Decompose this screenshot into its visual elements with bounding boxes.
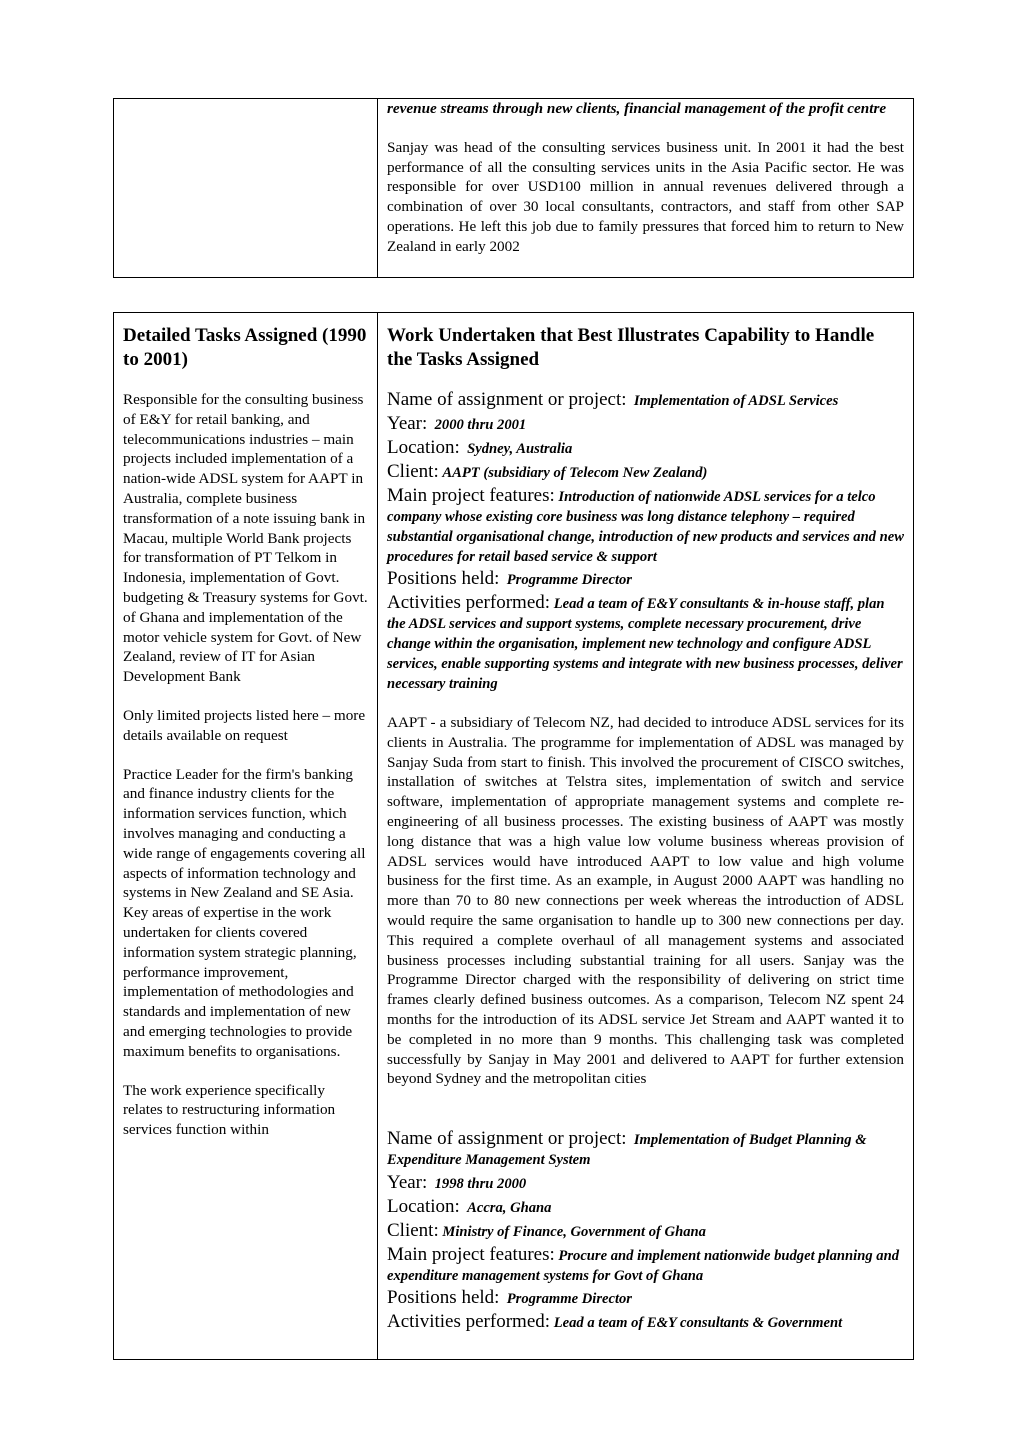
project-1-description: AAPT - a subsidiary of Telecom NZ, had decided to introduce ADSL services for its clients in Australia. The programme for implementation of ADSL was managed by Sanjay Suda from start to finish. This involved the procurement of CISCO switches, installation of switches at Telstra sites, implementation of switch and service software, implementation of appropriate management systems and complete re-engineering of all business processes. The existing business of AAPT was mostly long distance that was a high value low volume business whereas provision of ADSL services would have introduced AAPT to low value and high volume business for the first time. As an example, in August 2000 AAPT was handling no more than 70 to 80 new connections per week whereas the introduction of ADSL would require the same organisation to handle up to 300 new connections per day. This required a complete overhaul of all management systems and associated business processes including substantial training for all users. Sanjay was the Programme Director charged with the responsibility of delivering on strict time frames clearly defined business outcomes. As a comparison, Telecom NZ spent 24 months for the introduction of its ADSL service Jet Stream and AAPT wanted it to be completed in no more than 9 months. This challenging task was completed successfully by Sanjay in May 2001 and delivered to AAPT for further extension beyond Sydney and the metropolitan cities <box>387 714 904 1088</box>
right-heading: Work Undertaken that Best Illustrates Capability to Handle the Tasks Assigned <box>387 325 875 370</box>
project-2-location: Accra, Ghana <box>467 1200 552 1217</box>
left-paragraph-1: Responsible for the consulting business of E&Y for retail banking, and telecommunications industries – main projects included implementation of a nation-wide ADSL system for AAPT in Australia, complete business transformation of a note issuing bank in Macau, multiple World Bank projects for transformation of PT Telkom in Indonesia, implementation of Govt. budgeting & Treasury systems for Govt. of Ghana and implementation of the motor vehicle system for Govt. of New Zealand, review of IT for Asian Development Bank <box>123 391 368 686</box>
location-label: Location: <box>387 1196 460 1218</box>
features-label: Main project features: <box>387 1244 555 1266</box>
project-2-year: 1998 thru 2000 <box>434 1176 527 1193</box>
tasks-table <box>113 312 914 1360</box>
year-label: Year: <box>387 1172 428 1194</box>
project-1-location: Sydney, Australia <box>467 441 573 457</box>
client-label: Client: <box>387 1220 439 1242</box>
left-paragraph-3: Practice Leader for the firm's banking and finance industry clients for the information services function, which involves managing and conducting a wide range of engagements covering all aspects of information technology and systems in New Zealand and SE Asia. <box>123 765 366 902</box>
project-2-activities: Lead a team of E&Y consultants & Government <box>553 1315 843 1332</box>
assignment-label: Name of assignment or project: <box>387 389 627 410</box>
left-heading: Detailed Tasks Assigned (1990 to 2001) <box>123 325 367 370</box>
project-1-client: AAPT (subsidiary of Telecom New Zealand) <box>442 465 708 481</box>
continuation-intro: revenue streams through new clients, financial management of the profit centre <box>387 100 887 117</box>
project-1-location-line <box>387 438 904 459</box>
project-1-positions-line <box>387 569 904 590</box>
location-label: Location: <box>387 437 460 458</box>
project-1-client-line <box>387 462 904 483</box>
continuation-table <box>113 98 914 278</box>
activities-label: Activities performed: <box>387 592 551 613</box>
client-label: Client: <box>387 461 439 482</box>
project-1-year: 2000 thru 2001 <box>434 417 527 433</box>
continuation-paragraph: Sanjay was head of the consulting services business unit. In 2001 it had the best performance of all the consulting services units in the Asia Pacific sector. He was responsible for over USD100 million in annual revenues delivered through a combination of over 30 local consultants, contractors, and staff from other SAP operations. He left this job due to family pressures that forced him to return to New Zealand in early 2002 <box>387 138 904 255</box>
left-paragraph-5: The work experience specifically relates to restructuring information services function within <box>123 1081 336 1139</box>
year-label: Year: <box>387 413 428 434</box>
project-2-year-line <box>387 1173 904 1194</box>
continuation-left-cell <box>114 99 378 278</box>
activities-label: Activities performed: <box>387 1311 551 1333</box>
project-2-assignment-line <box>387 1129 904 1170</box>
project-2-client-line <box>387 1221 904 1242</box>
left-paragraph-4: Key areas of expertise in the work undertaken for clients covered information system strategic planning, performance improvement, implementation of methodologies and standards and implementation of new and emerging technologies to provide maximum benefits to organisations. <box>123 904 357 1060</box>
tasks-right-cell <box>378 313 914 1360</box>
positions-label: Positions held: <box>387 1287 500 1309</box>
project-2-location-line <box>387 1197 904 1218</box>
project-1-year-line <box>387 414 904 435</box>
project-1-features: Introduction of nationwide ADSL services for a telco company whose existing core business was long distance telephony – required substantial organisational change, introduction of new products and services and new procedures for retail based service & support <box>387 489 904 565</box>
project-2-assignment: Implementation of Budget Planning & Expenditure Management System <box>387 1132 867 1169</box>
project-1-activities: Lead a team of E&Y consultants & in-house staff, plan the ADSL services and support systems, complete necessary procurement, drive change within the organisation, implement new technology and configure ADSL services, enable supporting systems and integrate with new business processes, deliver necessary training <box>387 596 903 692</box>
positions-label: Positions held: <box>387 568 500 589</box>
project-1-features-line <box>387 486 904 567</box>
left-paragraph-2: Only limited projects listed here – more details available on request <box>123 706 366 744</box>
project-2-client: Ministry of Finance, Government of Ghana <box>442 1224 706 1241</box>
tasks-left-cell <box>114 313 378 1360</box>
project-2-features: Procure and implement nationwide budget planning and expenditure management systems for Govt of Ghana <box>387 1248 899 1285</box>
project-2 <box>387 1129 904 1333</box>
project-2-features-line <box>387 1245 904 1286</box>
project-1 <box>387 390 904 1089</box>
project-1-positions: Programme Director <box>506 572 632 588</box>
project-1-assignment-line <box>387 390 904 411</box>
project-2-positions: Programme Director <box>506 1291 632 1308</box>
features-label: Main project features: <box>387 485 555 506</box>
project-1-activities-line <box>387 593 904 694</box>
project-2-positions-line <box>387 1288 904 1309</box>
continuation-right-cell <box>378 99 914 278</box>
assignment-label: Name of assignment or project: <box>387 1128 627 1150</box>
project-1-assignment: Implementation of ADSL Services <box>633 393 839 409</box>
project-2-activities-line <box>387 1312 904 1333</box>
